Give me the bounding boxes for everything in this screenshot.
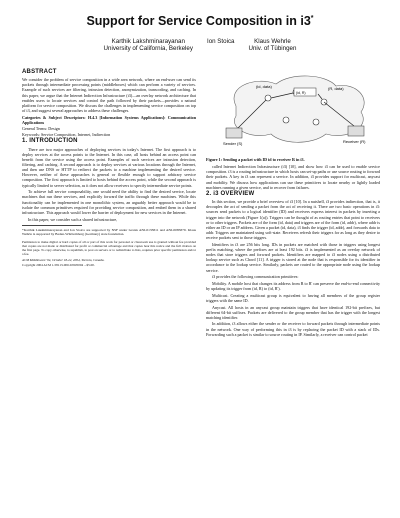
author-2: Ion Stoica	[206, 38, 235, 45]
conference-line: ACM Middleware '04, October 18-22, 2004, Toronto, Canada.	[22, 257, 105, 262]
intro-paragraph: In this paper, we consider such a shared infrastructure,	[28, 216, 118, 222]
body-paragraph: In addition, i3 allows either the sender or the receiver to forward packets through intermediate points in the network. One way of performing this in i3 is by replacing the packet ID with a stack of IDs. Forwarding such a packet is similar to source routing in IP. Similarly, a receiver can control packet	[206, 321, 380, 337]
label-id-data: (id, data)	[256, 84, 272, 89]
introduction-heading: 1. INTRODUCTION	[22, 138, 78, 145]
figure-1	[206, 68, 380, 156]
right-column	[206, 68, 380, 338]
keywords: Keywords: Service Composition, Internet, Indirection	[22, 132, 111, 138]
intro-paragraph: To achieve full service composability, one would need the ability to find the desired service, locate machines that run these services, and explicitly forward the traffic through these machines. While this functionality can be implemented in one monolithic system, an arguably better approach would be to isolate the common primitives required for providing service composition, and embed them in a shared infrastructure. This approach would lower the barrier of deployment for new services in the Internet.	[22, 189, 196, 215]
author-block	[20, 38, 380, 53]
figure-caption: Figure 1: Sending a packet with ID id to receiver R in i3.	[206, 157, 305, 162]
categories: Categories & Subject Descriptors: H.4.3 [Information Systems Applications]: Communication Applications	[22, 114, 196, 125]
author-3: Klaus Wehrle Univ. of Tübingen	[248, 38, 297, 53]
sender-computer-icon	[226, 128, 242, 138]
abstract-heading: ABSTRACT	[22, 69, 57, 75]
abstract-text: We consider the problem of service composition in a wide area network, where an end-user can send its packets through intermediate processing points (middleboxes) which can perform a variety of services. Example of such services are filtering, intrusion detection, anonymization, transcoding, and caching. In this paper, we argue that the Internet Indirection Infrastructure (i3)—an overlay network architecture that enables users to locate services and control the path followed by their packets—provides a natural platform for service composition. We discuss the challenges in implementing service composition on top of i3, and suggest several approaches to address these challenges.	[22, 77, 196, 114]
receiver-computer-icon	[348, 126, 364, 136]
body-paragraph: i3 provides the following communication primitives:	[212, 274, 299, 280]
body-paragraph: In this section, we provide a brief overview of i3 [10]. In a nutshell, i3 provides indirection, that is, it decouples the act of sending a packet from the act of receiving it. There are two basic operations in i3: sources send packets to a logical identifier (ID) and receivers express interest in packets by inserting a trigger into the network (Figure 1(a)). Triggers can be thought of as routing entries that point to receivers or to other triggers. Packets are of the form (id, data) and triggers are of the form (id, addr), where addr is either an ID or an IP address. Given a packet (id, data), i3 finds the trigger (id, addr), and forwards data to addr. Triggers are maintained using soft-state. Receivers refresh their triggers for as long as they desire to receive packets sent to those triggers.	[206, 199, 380, 241]
primitive-multicast: Multicast. Creating a multicast group is equivalent to having all members of the group register triggers with the same ID.	[206, 292, 380, 303]
body-paragraph: Identifiers in i3 are 256 bits long. IDs in packets are matched with those in triggers using longest prefix matching, where the prefixes are at least 192 bits. i3 is implemented as an overlay network of nodes that store triggers and forward packets. Identifiers are mapped to i3 nodes using a distributed lookup service such as Chord [11]. A trigger is stored at the node that is responsible for its identifier in accordance to the lookup service. Similarly, packets are routed to the appropriate node using the lookup service.	[206, 241, 380, 273]
i3-node	[313, 119, 319, 125]
overlay-cloud	[234, 76, 364, 142]
body-paragraph: called Internet Indirection Infrastructure (i3) [10], and show how i3 can be used to enable service composition. i3 is a routing infrastructure in which hosts can set-up paths or use source routing to forward their packets. A key in i3 can represent a service. In addition, i3 provides support for multicast, anycast and mobility. We discuss how applications can use these primitives to locate nearby or lightly loaded machines running a given service, and to recover from failures.	[206, 164, 380, 190]
label-receiver: Receiver (R)	[343, 139, 366, 144]
author-1: Karthik Lakshminarayanan University of California, Berkeley	[103, 38, 193, 53]
intro-paragraph: There are two major approaches of deploying services in today's Internet. The first approach is to deploy services at the access points to the Internet. In this case, all hosts behind an access point can benefit from the service using the access point. Examples of such services are intrusion detection, filtering, and caching. A second approach is to deploy services at various locations through the Internet, and then use DNS or HTTP to redirect the packets to a machine implementing the desired service. However, neither of these approaches is general or flexible enough to support arbitrary service composition. The first approach is limited to hosts behind the access point, while the second approach is typically limited to server selection, as it does not allow receivers to specify intermediate service points.	[22, 146, 196, 188]
general-terms: General Terms: Design	[22, 126, 60, 132]
label-r-data: (R, data)	[328, 86, 344, 91]
primitive-mobility: Mobility. A mobile host that changes its address from R to R' can preserve the end-to-end connectivity by updating its trigger from (id, R) to (id, R').	[206, 280, 380, 292]
primitive-anycast: Anycast. All hosts in an anycast group maintain triggers that have identical 192-bit prefixes, but different 64-bit suffixes. Packets are delivered to the group member that has the trigger with the longest matching identifier.	[206, 304, 380, 320]
left-column	[22, 68, 196, 269]
i3-node	[283, 117, 289, 123]
permission-notice: Permission to make digital or hard copies of all or part of this work for personal or classroom use is granted without fee provided that copies are not made or distributed for profit or commercial advantage and that copies bear this notice and the full citation on the first page. To copy otherwise, to republish, to post on servers or to redistribute to lists, requires prior specific permission and/or a fee.	[22, 240, 196, 257]
figure-1-diagram	[206, 68, 380, 156]
overview-heading: 2. i3 OVERVIEW	[206, 190, 255, 197]
label-sender: Sender (S)	[223, 141, 243, 146]
footnote: *Karthik Lakshminarayanan and Ion Stoica are supported by NSF under Grants ANI-0133811 and ANI-0085879. Klaus Wehrle is supported by Baden-Württemberg (Germany) state foundation.	[22, 227, 196, 237]
copyright-line: Copyright 2004 ACM 1-58113-000-0/00/0004 ...$5.00.	[22, 263, 95, 268]
footnote-rule	[22, 225, 82, 226]
label-trigger: (id, R)	[296, 91, 306, 95]
paper-title: Support for Service Composition in i3*	[86, 14, 314, 28]
